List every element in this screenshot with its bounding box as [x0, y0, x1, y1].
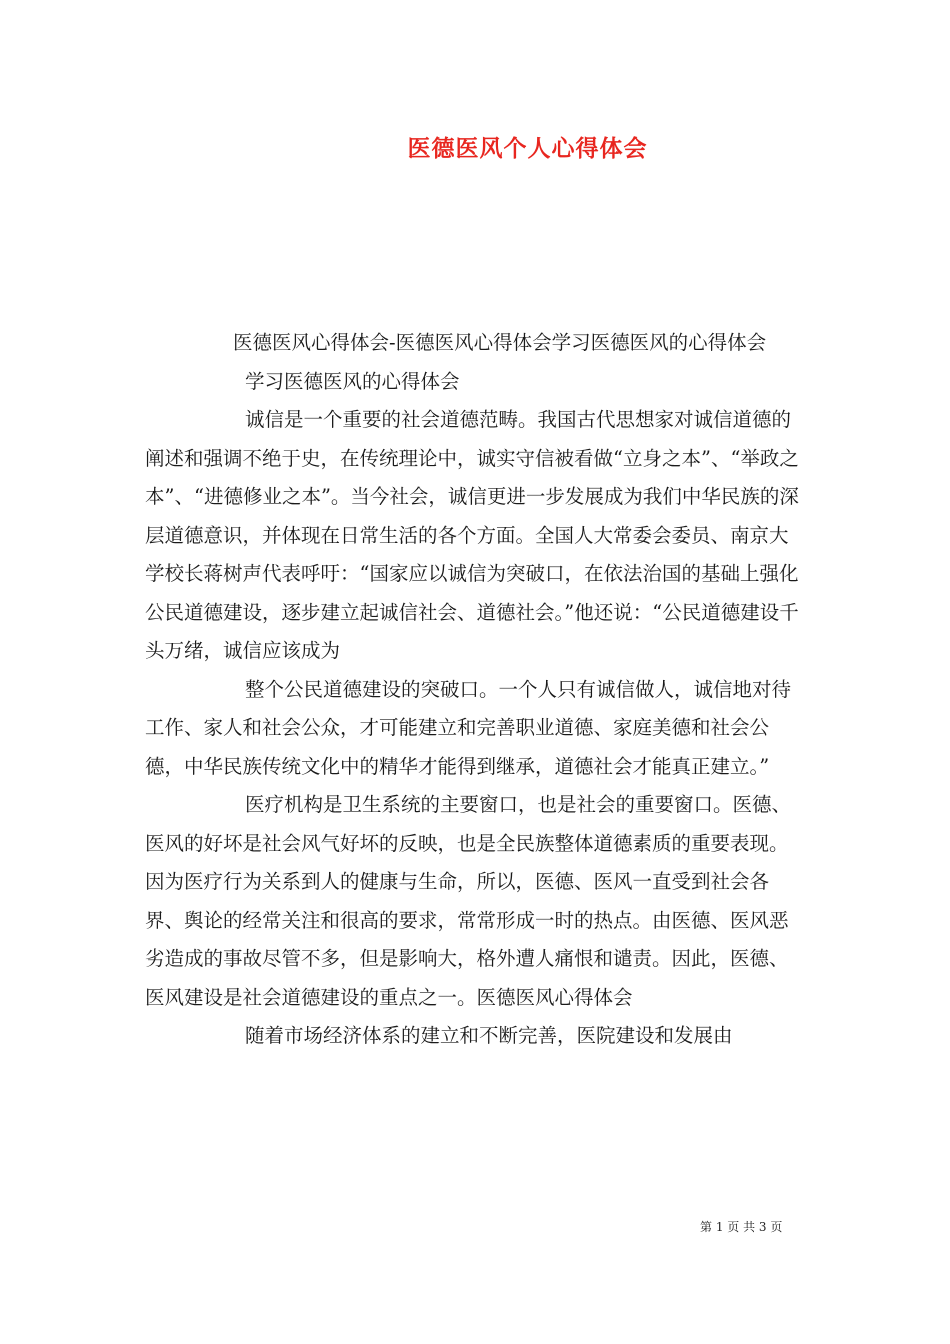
paragraph: 诚信是一个重要的社会道德范畴。我国古代思想家对诚信道德的阐述和强调不绝于史，在传统理论中，诚实守信被看做“立身之本”、“举政之本”、“进德修业之本”。当今社会，诚信更进一步发展成为我们中华民族的深层道德意识，并体现在日常生活的各个方面。全国人大常委会委员、南京大学校长蒋树声代表呼吁：“国家应以诚信为突破口，在依法治国的基础上强化公民道德建设，逐步建立起诚信社会、道德社会。”他还说：“公民道德建设千头万绪，诚信应该成为 — [145, 408, 799, 662]
paragraph: 学习医德医风的心得体会 — [245, 369, 460, 393]
paragraph: 随着市场经济体系的建立和不断完善，医院建设和发展由 — [245, 1024, 733, 1047]
paragraph: 医德医风心得体会-医德医风心得体会学习医德医风的心得体会 — [233, 331, 767, 354]
paragraph: 整个公民道德建设的突破口。一个人只有诚信做人，诚信地对待工作、家人和社会公众，才可能建立和完善职业道德、家庭美德和社会公德，中华民族传统文化中的精华才能得到继承，道德社会才能真正建立。” — [145, 677, 792, 778]
document-body — [145, 324, 805, 1056]
document-title: 医德医风个人心得体会 — [407, 135, 648, 162]
paragraph: 医疗机构是卫生系统的主要窗口，也是社会的重要窗口。医德、医风的好坏是社会风气好坏的反映，也是全民族整体道德素质的重要表现。因为医疗行为关系到人的健康与生命，所以，医德、医风一直受到社会各界、舆论的经常关注和很高的要求，常常形成一时的热点。由医德、医风恶劣造成的事故尽管不多，但是影响大，格外遭人痛恨和谴责。因此，医德、医风建设是社会道德建设的重点之一。医德医风心得体会 — [145, 793, 792, 1009]
page-number: 第 1 页 共 3 页 — [700, 1220, 783, 1234]
